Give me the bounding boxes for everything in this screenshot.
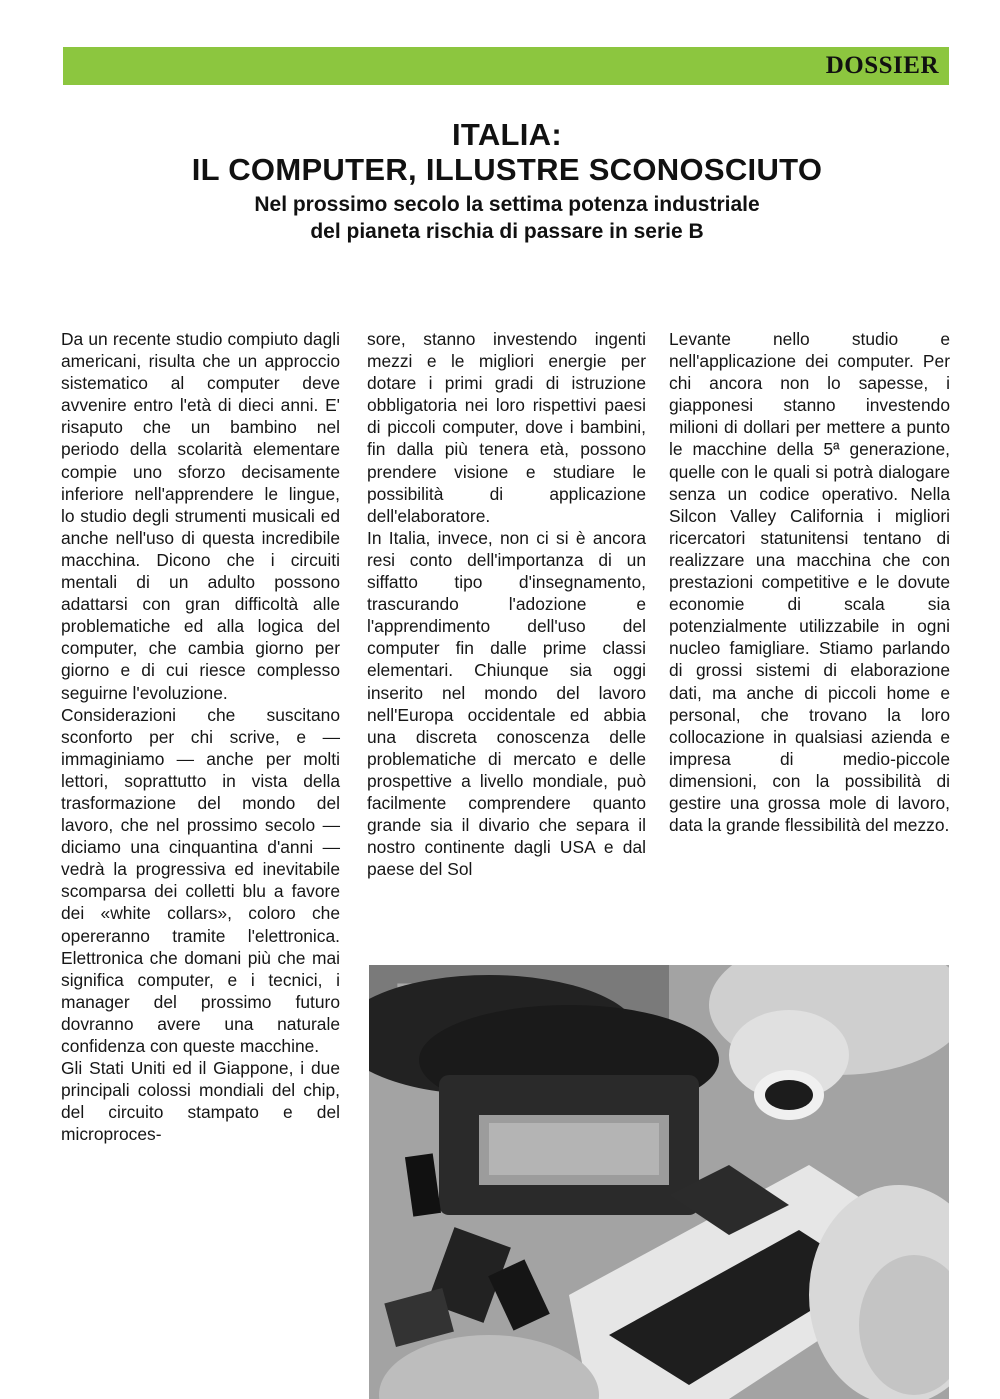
- section-header-bar: [63, 47, 949, 85]
- paragraph: In Italia, invece, non ci si è ancora resi conto dell'importanza di un siffatto tipo d'insegnamento, trascurando l'adozione e l'apprendimento dell'uso del computer fin dalle prime classi elementari. Chiunque sia oggi inserito nel mondo del lavoro nell'Europa occidentale ed abbia una discreta conoscenza delle problematiche di mercato e delle prospettive a livello mondiale, può facilmente comprendere quanto grande sia il divario che separa il nostro continente dagli USA e dal paese del Sol: [367, 527, 646, 880]
- article-photo: [369, 965, 949, 1399]
- article-column-1: [61, 328, 340, 1145]
- photo-illustration: [369, 965, 949, 1399]
- paragraph: Da un recente studio compiuto dagli americani, risulta che un approccio sistematico al computer deve avvenire entro l'età di dieci anni. E' risaputo che un bambino nel periodo della scolarità elementare compie uno sforzo decisamente inferiore nell'apprendere le lingue, lo studio degli strumenti musicali ed anche nell'uso di questa incredibile macchina. Dicono che i circuiti mentali di un adulto possono adattarsi con gran difficoltà alle problematiche ed alla logica del computer, che cambia giorno per giorno e di cui riesce complesso seguirne l'evoluzione.: [61, 329, 340, 703]
- headline-title-line1: ITALIA:: [452, 117, 562, 152]
- section-label: DOSSIER: [825, 52, 939, 79]
- paragraph: Levante nello studio e nell'applicazione dei computer. Per chi ancora non lo sapesse, i giapponesi stanno investendo milioni di dollari per mettere a punto le macchine della 5ª generazione, quelle con le quali si potrà dialogare senza un codice operativo. Nella Silcon Valley California i migliori ricercatori statunitensi tentano di realizzare una macchina che con prestazioni competitive e le dovute economie di scala sia potenzialmente utilizzabile in ogni nucleo famigliare. Stiamo parlando di grossi sistemi di elaborazione dati, ma anche di piccoli home e personal, che trovano la loro collocazione in qualsiasi azienda e impresa di medio-piccole dimensioni, con la possibilità di gestire una grossa mole di lavoro, data la grande flessibilità del mezzo.: [669, 329, 950, 836]
- paragraph: sore, stanno investendo ingenti mezzi e le migliori energie per dotare i primi gradi di istruzione obbligatoria nei loro rispettivi paesi di piccoli computer, dove i bambini, fin dalla più tenera età, possono prendere visione e studiare le possibilità di applicazione dell'elaboratore.: [367, 329, 646, 526]
- headline-subtitle-line1: Nel prossimo secolo la settima potenza industriale: [254, 193, 760, 216]
- article-column-3: [669, 328, 950, 836]
- headline-subtitle-line2: del pianeta rischia di passare in serie B: [310, 220, 704, 243]
- paragraph: Considerazioni che suscitano sconforto per chi scrive, e — immaginiamo — anche per molti lettori, soprattutto in vista della trasformazione del mondo del lavoro, che nel prossimo secolo — diciamo una cinquantina d'anni — vedrà la progressiva ed inevitabile scomparsa dei colletti blu a favore dei «white collars», coloro che opereranno tramite l'elettronica. Elettronica che domani più che mai significa computer, e i tecnici, i manager del prossimo futuro dovranno avere una naturale confidenza con queste macchine.: [61, 704, 340, 1056]
- paragraph: Gli Stati Uniti ed il Giappone, i due principali colossi mondiali del chip, del circuito stampato e del microproces-: [61, 1058, 340, 1145]
- article-column-2: [367, 328, 646, 880]
- article-headline: [60, 118, 954, 245]
- headline-title-line2: IL COMPUTER, ILLUSTRE SCONOSCIUTO: [191, 152, 823, 187]
